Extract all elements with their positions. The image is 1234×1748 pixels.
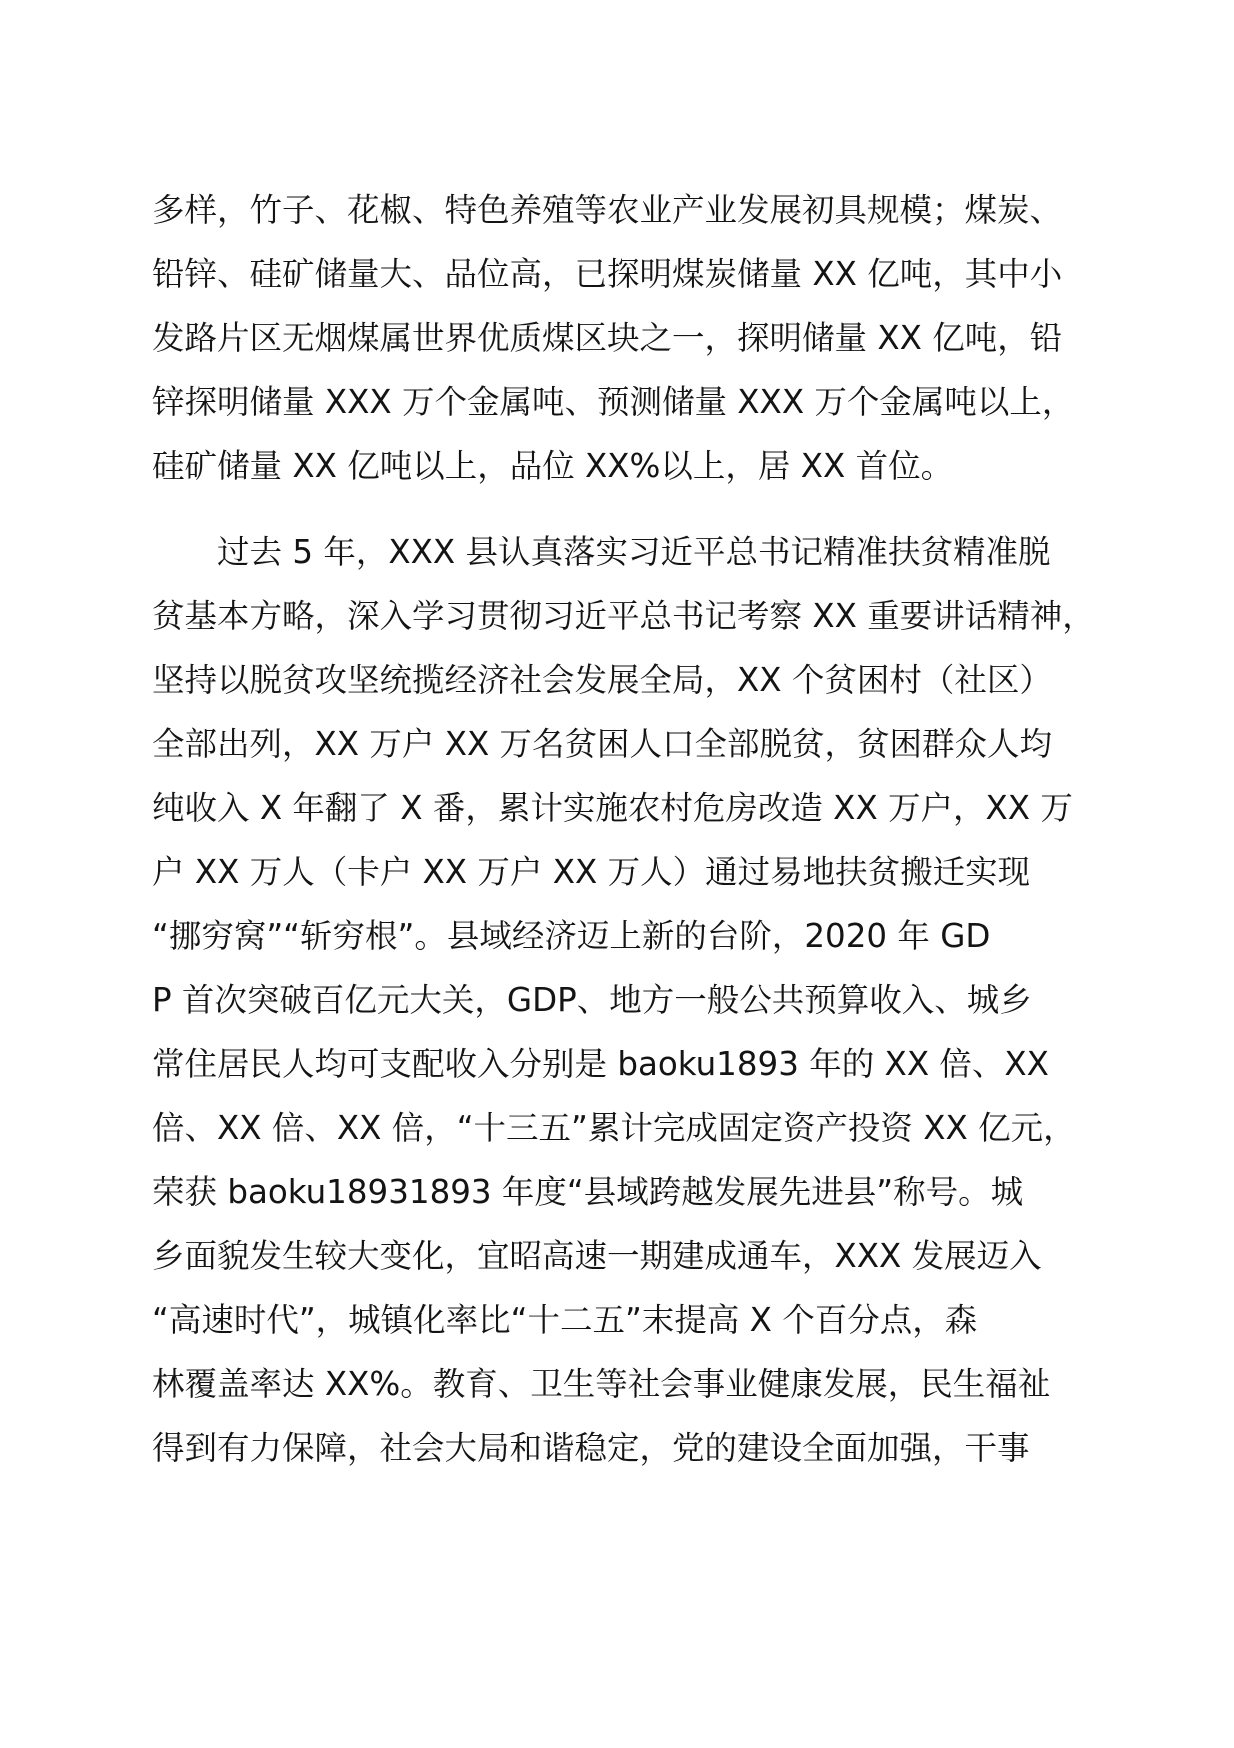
paragraph-spacer [152,498,1112,520]
text-line: 乡面貌发生较大变化，宜昭高速一期建成通车，XXX 发展迈入 [152,1237,1042,1275]
text-line: 锌探明储量 XXX 万个金属吨、预测储量 XXX 万个金属吨以上， [152,383,1075,421]
text-line: P 首次突破百亿元大关，GDP、地方一般公共预算收入、城乡 [152,981,1032,1019]
text-line: 荣获 baoku18931893 年度“县域跨越发展先进县”称号。城 [152,1173,1024,1211]
text-line: 硅矿储量 XX 亿吨以上，品位 XX%以上，居 XX 首位。 [152,447,954,485]
paragraph-1 [152,178,1112,498]
text-line: 纯收入 X 年翻了 X 番，累计实施农村危房改造 XX 万户，XX 万 [152,789,1073,827]
text-line: 林覆盖率达 XX%。教育、卫生等社会事业健康发展，民生福祉 [152,1365,1051,1403]
text-line: 常住居民人均可支配收入分别是 baoku1893 年的 XX 倍、XX [152,1045,1049,1083]
text-line: “挪穷窝”“斩穷根”。县域经济迈上新的台阶，2020 年 GD [152,917,991,955]
body-text [152,178,1112,1480]
text-line: 倍、XX 倍、XX 倍，“十三五”累计完成固定资产投资 XX 亿元， [152,1109,1076,1147]
text-line: 得到有力保障，社会大局和谐稳定，党的建设全面加强，干事 [152,1429,1030,1467]
text-line: 多样，竹子、花椒、特色养殖等农业产业发展初具规模；煤炭、 [152,191,1063,229]
text-line: 发路片区无烟煤属世界优质煤区块之一，探明储量 XX 亿吨，铅 [152,319,1063,357]
text-line: 户 XX 万人（卡户 XX 万户 XX 万人）通过易地扶贫搬迁实现 [152,853,1031,891]
text-line-indented: 过去 5 年，XXX 县认真落实习近平总书记精准扶贫精准脱 [217,533,1051,571]
paragraph-2 [152,520,1112,1480]
text-line: 贫基本方略，深入学习贯彻习近平总书记考察 XX 重要讲话精神， [152,597,1095,635]
text-line: “高速时代”，城镇化率比“十二五”末提高 X 个百分点，森 [152,1301,978,1339]
text-line: 坚持以脱贫攻坚统揽经济社会发展全局，XX 个贫困村（社区） [152,661,1052,699]
text-line: 全部出列，XX 万户 XX 万名贫困人口全部脱贫，贫困群众人均 [152,725,1053,763]
text-line: 铅锌、硅矿储量大、品位高，已探明煤炭储量 XX 亿吨，其中小 [152,255,1063,293]
